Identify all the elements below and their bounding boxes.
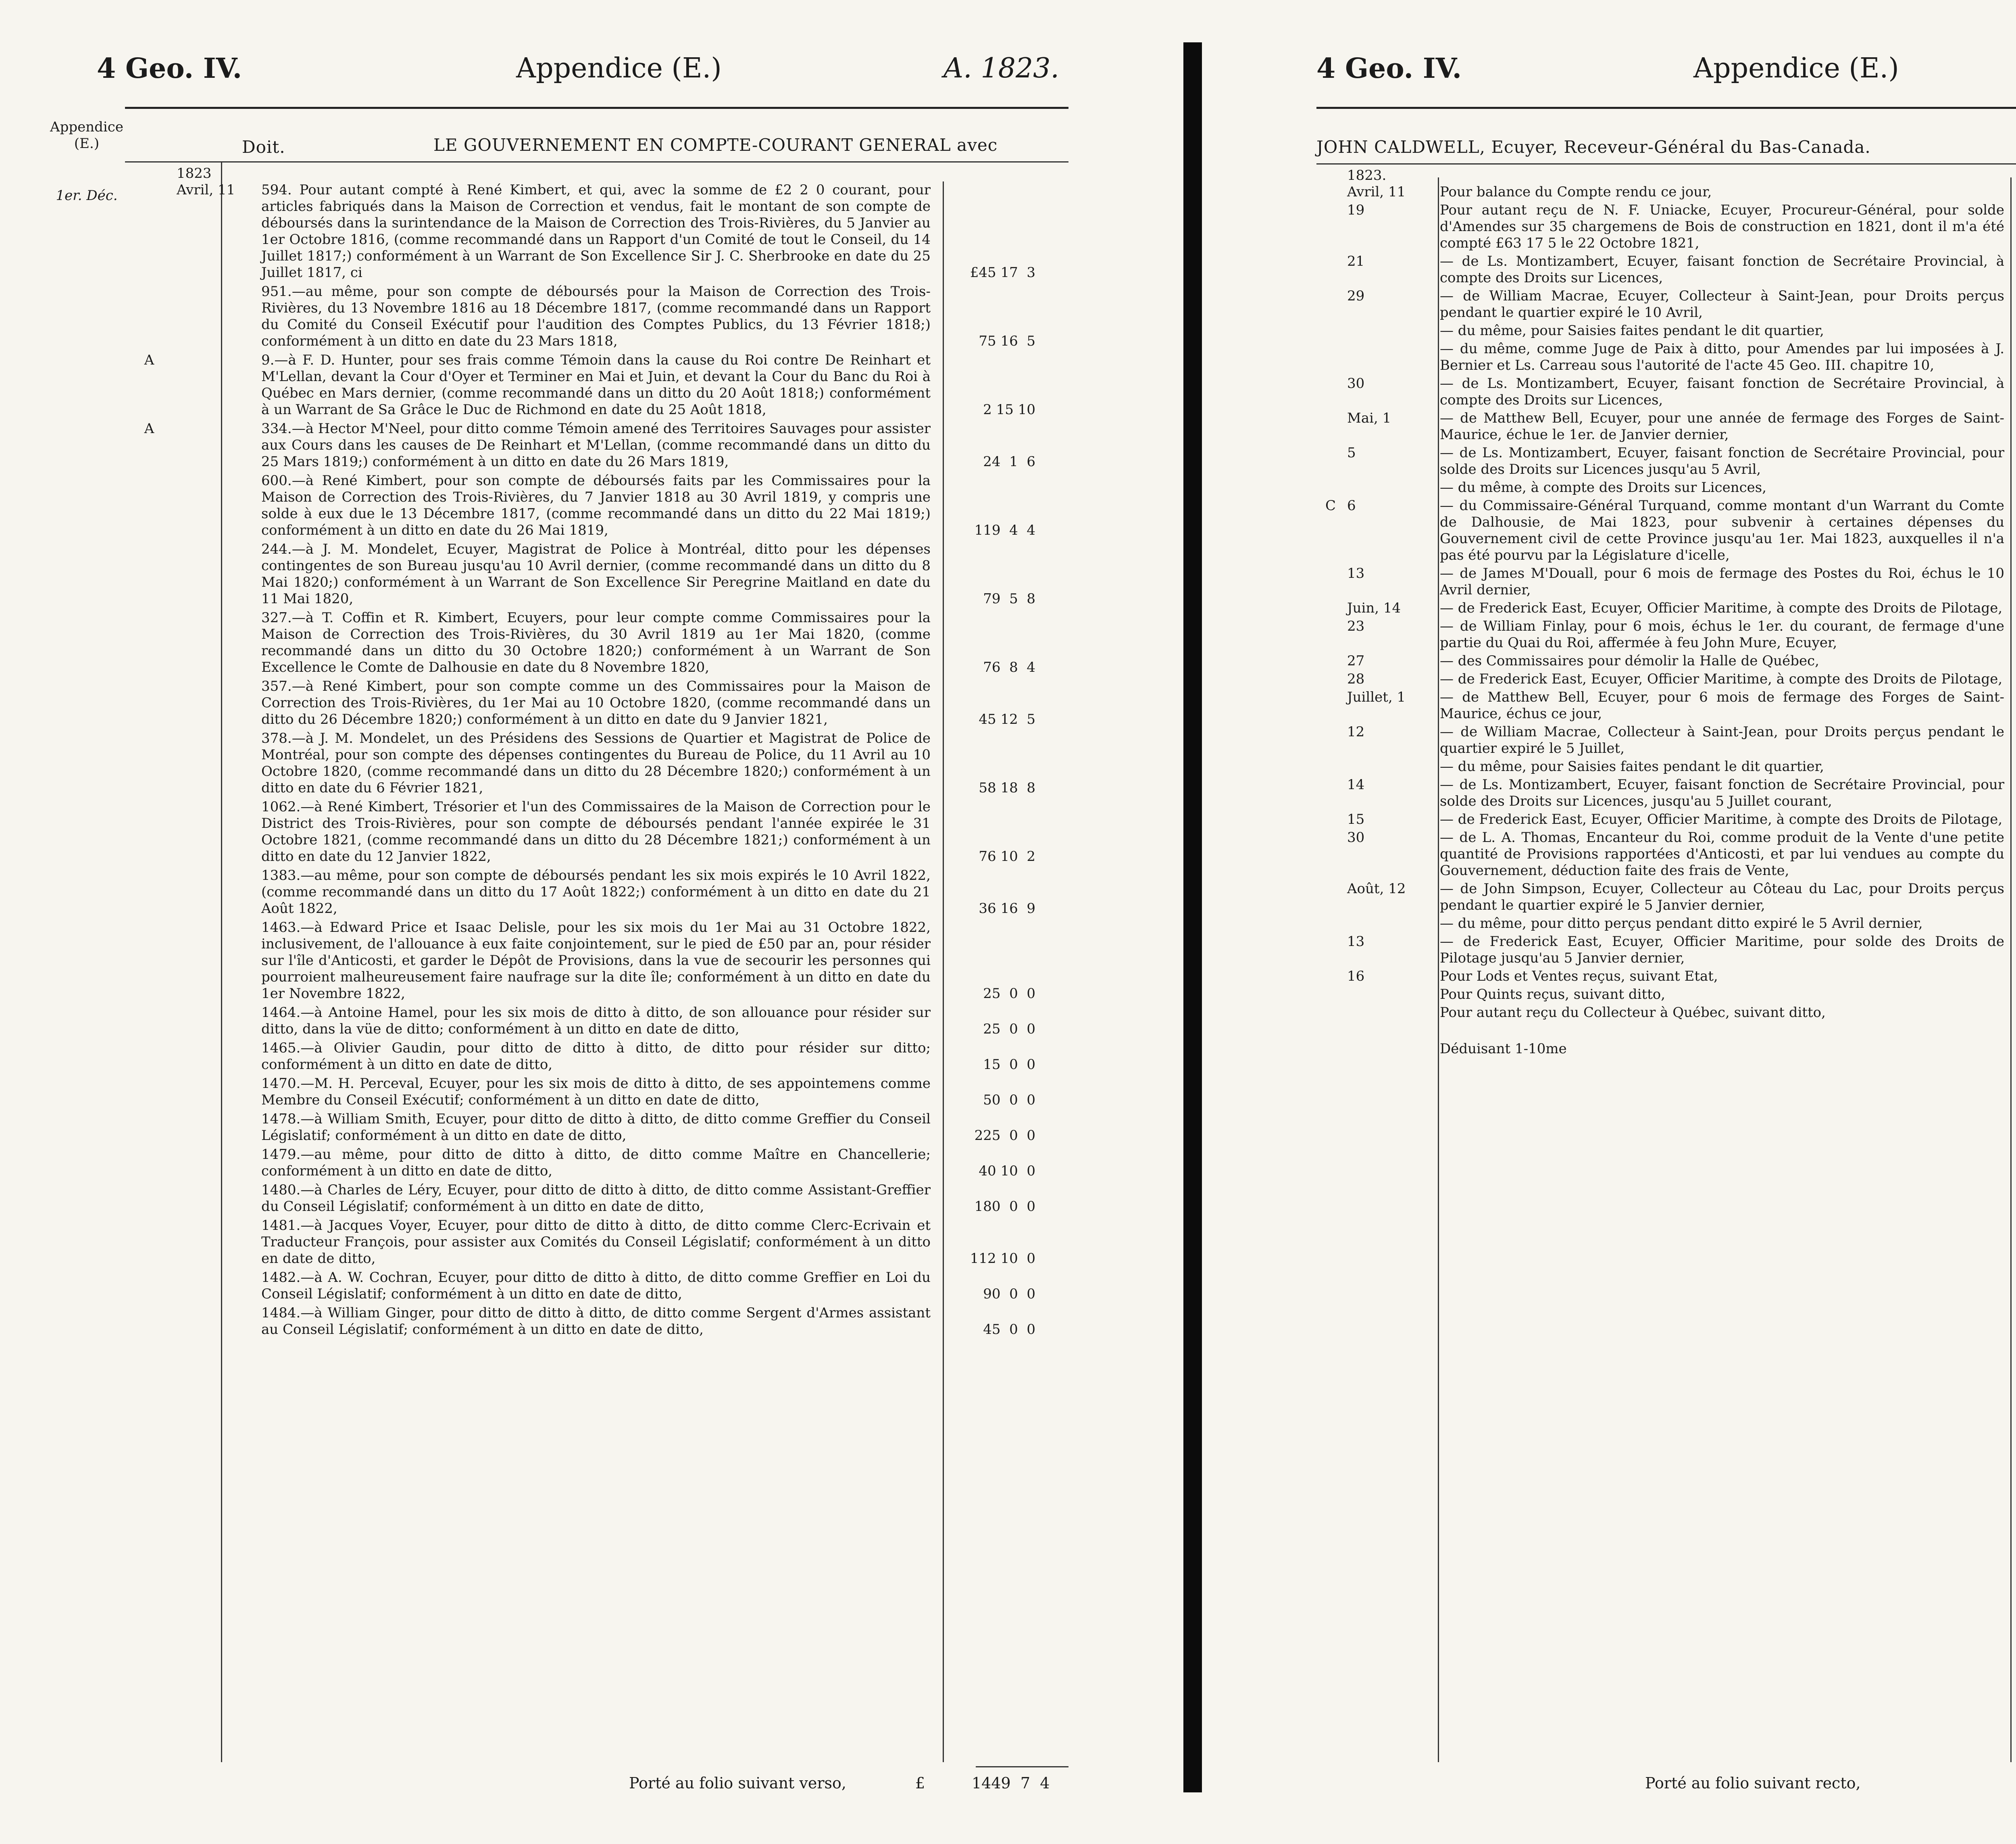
right-entry-text: — de Frederick East, Ecuyer, Officier Maritime, pour solde des Droits de Pilotage jusqu'au 5 Janvier dernier, [1440, 933, 2004, 966]
right-entry-date: 21 [1347, 253, 1365, 269]
right-entry-amount [2012, 1041, 2016, 1057]
right-entry-date: Mai, 1 [1347, 410, 1391, 426]
left-entry-row [125, 421, 1068, 470]
right-entry-date: 30 [1347, 829, 1365, 846]
left-year-row [125, 165, 1068, 182]
left-entry-row [125, 283, 1068, 350]
right-entry-row [1316, 253, 2016, 286]
left-entry-amount: 36 16 9 [979, 900, 1035, 917]
right-year-row [1316, 167, 2016, 184]
left-entry-row [125, 1182, 1068, 1215]
right-entry-row [1316, 671, 2016, 688]
right-entry-date: 5 [1347, 445, 1356, 461]
right-entry-amount [2012, 811, 2016, 828]
right-entry-amount [2012, 547, 2016, 564]
left-entry-amount: 50 0 0 [983, 1092, 1035, 1108]
left-entry-amount: 76 10 2 [979, 848, 1035, 865]
left-entry-text: 1062.—à René Kimbert, Trésorier et l'un des Commissaires de la Maison de Correction pour le District des Trois-Rivières, pour son compte de déboursés pendant l'année expirée le 31 Octobre 1821, (comme recommandé dans un ditto du 28 Décembre 1821;) conformément à un ditto en date du 12 Janvier 1822, [261, 799, 931, 865]
left-header-rule [125, 107, 1068, 109]
right-entry-text: — du même, comme Juge de Paix à ditto, pour Amendes par lui imposées à J. Bernier et Ls. Carreau sous l'autorité de l'acte 45 Geo. III. chapitre 10, [1440, 341, 2004, 373]
right-entry-date: 27 [1347, 653, 1365, 669]
left-entry-row [125, 867, 1068, 917]
left-title-rule [125, 161, 1068, 163]
left-total-rule [976, 1766, 1068, 1767]
left-ledger [125, 165, 1068, 1340]
right-entry-text: — de Frederick East, Ecuyer, Officier Maritime, à compte des Droits de Pilotage, [1440, 671, 2003, 687]
right-entry-row [1316, 600, 2016, 617]
left-margin-label: Appendice (E.) [50, 119, 123, 152]
right-entry-amount [2012, 968, 2016, 985]
right-entry-text: Déduisant 1-10me [1440, 1041, 1567, 1057]
left-entry-amount: 2 15 10 [983, 402, 1035, 418]
left-entry-row [125, 799, 1068, 865]
right-ledger [1316, 167, 2016, 1059]
right-entry-date: 12 [1347, 724, 1365, 740]
right-entry-text: — de Ls. Montizambert, Ecuyer, faisant fonction de Secrétaire Provincial, à compte des Droits sur Licences, [1440, 253, 2004, 286]
right-entry-date: Août, 12 [1347, 881, 1406, 897]
right-entry-row [1316, 1004, 2016, 1021]
left-entry-row [125, 678, 1068, 728]
right-entry-amount [2012, 758, 2016, 775]
left-entry-amount: 25 0 0 [983, 1021, 1035, 1037]
right-entry-amount [2012, 600, 2016, 617]
right-entry-row [1316, 288, 2016, 321]
left-entry-amount: 180 0 0 [974, 1198, 1035, 1215]
right-entry-text: — du Commissaire-Général Turquand, comme montant d'un Warrant du Comte de Dalhousie, de Mai 1823, pour subvenir à certaines dépenses du Gouvernement civil de cette Province jusqu'au 1er. Mai 1823, auxquelles il n'a pas été pourvu par la Législature d'icelle, [1440, 498, 2004, 563]
left-entry-row [125, 730, 1068, 796]
right-entry-amount [2012, 323, 2016, 339]
left-col-doit: Doit. [242, 137, 285, 157]
right-entry-row [1316, 618, 2016, 651]
left-entry-text: 327.—à T. Coffin et R. Kimbert, Ecuyers, pour leur compte comme Commissaires pour la Maison de Correction des Trois-Rivières, du 30 Avril 1819 au 1er Mai 1820, (comme recommandé dans un ditto du 30 Octobre 1820;) conformément à un Warrant de Son Excellence le Comte de Dalhousie en date du 8 Novembre 1820, [261, 610, 931, 675]
left-entry-row [125, 1004, 1068, 1038]
left-footer-currency: £ [915, 1774, 925, 1792]
right-entry-text: — de Matthew Bell, Ecuyer, pour une année de fermage des Forges de Saint-Maurice, échue le 1er. de Janvier dernier, [1440, 410, 2004, 443]
left-entry-amount: 24 1 6 [983, 454, 1035, 470]
right-entry-row [1316, 915, 2016, 932]
right-entry-amount [2012, 950, 2016, 967]
right-entry-amount [2012, 392, 2016, 408]
right-entry-amount [2012, 986, 2016, 1003]
right-entry-row [1316, 445, 2016, 478]
right-entry-date: 23 [1347, 618, 1365, 634]
right-entry-amount [2012, 184, 2016, 200]
left-entry-amount: 90 0 0 [983, 1286, 1035, 1302]
right-entry-amount [2012, 235, 2016, 252]
right-entry-amount [2012, 635, 2016, 651]
right-entry-row [1316, 933, 2016, 967]
right-title-rule [1316, 163, 2016, 165]
right-entry-row [1316, 1041, 2016, 1057]
left-header-title: Appendice (E.) [516, 52, 722, 84]
right-page [1214, 0, 2016, 1844]
right-entry-amount [2012, 427, 2016, 443]
left-entry-row [125, 1146, 1068, 1179]
left-entry-text: 1478.—à William Smith, Ecuyer, pour ditto de ditto à ditto, de ditto comme Greffier du Conseil Législatif; conformément à un ditto en date de ditto, [261, 1111, 931, 1144]
right-entry-list [1316, 184, 2016, 1057]
left-entry-text: 378.—à J. M. Mondelet, un des Présidens des Sessions de Quartier et Magistrat de Police de Montréal, pour son compte des dépenses contingentes du Bureau de Police, du 11 Avril au 10 Octobre 1820, (comme recommandé dans un ditto du 28 Décembre 1820;) conformément à un ditto en date du 6 Février 1821, [261, 730, 931, 796]
right-entry-text: — du même, pour Saisies faites pendant le dit quartier, [1440, 758, 1824, 775]
right-entry-mark: C [1325, 498, 1336, 514]
right-year: 1823. [1347, 167, 1387, 183]
right-entry-text: — de Frederick East, Ecuyer, Officier Maritime, à compte des Droits de Pilotage, [1440, 600, 2003, 616]
left-entry-row [125, 1111, 1068, 1144]
right-entry-text: — de James M'Douall, pour 6 mois de fermage des Postes du Roi, échus le 10 Avril dernier, [1440, 565, 2004, 598]
left-entry-row [125, 352, 1068, 418]
right-entry-text: Pour autant reçu de N. F. Uniacke, Ecuyer, Procureur-Général, pour solde d'Amendes sur 35 chargemens de Bois de construction en 1821, dont il m'a été compté £63 17 5 le 22 Octobre 1821, [1440, 202, 2004, 251]
left-entry-text: 1465.—à Olivier Gaudin, pour ditto de ditto à ditto, de ditto pour résider sur ditto; conformément à un ditto en date de ditto, [261, 1040, 931, 1073]
right-entry-date: 15 [1347, 811, 1365, 827]
right-entry-amount [2012, 653, 2016, 669]
right-entry-text: — de Ls. Montizambert, Ecuyer, faisant fonction de Secrétaire Provincial, pour solde des Droits sur Licences jusqu'au 5 Avril, [1440, 445, 2004, 477]
right-entry-text: Pour autant reçu du Collecteur à Québec, suivant ditto, [1440, 1004, 1826, 1021]
right-entry-amount [2012, 897, 2016, 914]
right-entry-text: Pour Quints reçus, suivant ditto, [1440, 986, 1666, 1002]
left-entry-amount: £45 17 3 [970, 265, 1035, 281]
left-entry-amount: 15 0 0 [983, 1056, 1035, 1073]
right-entry-amount [2012, 740, 2016, 757]
left-entry-text: 1463.—à Edward Price et Isaac Delisle, pour les six mois du 1er Mai au 31 Octobre 1822, inclusivement, de l'allouance à eux faite conjointement, sur le pied de £50 par an, pour résider sur l'île d'Anticosti, et garder le Dépôt de Provisions, dans la vue de secourir les personnes qui pourroient malheureusement faire naufrage sur la dite île; conformément à un ditto en date du 1er Novembre 1822, [261, 919, 931, 1002]
right-entry-amount [2012, 793, 2016, 810]
left-entry-row [125, 541, 1068, 607]
right-entry-text: — de Ls. Montizambert, Ecuyer, faisant fonction de Secrétaire Provincial, pour solde des Droits sur Licences, jusqu'au 5 Juillet courant, [1440, 777, 2004, 809]
left-entry-amount: 75 16 5 [979, 333, 1035, 349]
left-entry-text: 1479.—au même, pour ditto de ditto à ditto, de ditto comme Maître en Chancellerie; conformément à un ditto en date de ditto, [261, 1146, 931, 1179]
right-header-title: Appendice (E.) [1693, 52, 1899, 84]
right-entry-date: 14 [1347, 777, 1365, 793]
left-entry-text: 334.—à Hector M'Neel, pour ditto comme Témoin amené des Territoires Sauvages pour assister aux Cours dans les causes de De Reinhart et M'Lellan, (comme recommandé dans un ditto du 25 Mars 1819;) conformément à un ditto en date du 26 Mars 1819, [261, 421, 931, 470]
left-header-year: A. 1823. [943, 52, 1060, 84]
right-entry-text: — de John Simpson, Ecuyer, Collecteur au Côteau du Lac, pour Droits perçus pendant le quartier expiré le 5 Janvier dernier, [1440, 881, 2004, 913]
left-entry-list [125, 182, 1068, 1338]
right-entry-date: 29 [1347, 288, 1365, 304]
right-entry-row [1316, 341, 2016, 374]
left-entry-amount: 112 10 0 [970, 1250, 1035, 1267]
left-entry-amount: 58 18 8 [979, 780, 1035, 796]
right-entry-amount [2012, 915, 2016, 932]
right-entry-row [1316, 202, 2016, 252]
left-title: LE GOUVERNEMENT EN COMPTE-COURANT GENERAL avec [433, 135, 998, 155]
left-margin-date: 1er. Déc. [56, 188, 118, 204]
right-entry-row [1316, 968, 2016, 985]
right-entry-row [1316, 323, 2016, 339]
left-footer-total: 1449 7 4 [972, 1774, 1050, 1792]
right-entry-row [1316, 375, 2016, 408]
right-entry-amount [2012, 863, 2016, 879]
right-entry-date: 6 [1347, 498, 1356, 514]
right-entry-text: — de Frederick East, Ecuyer, Officier Maritime, à compte des Droits de Pilotage, [1440, 811, 2003, 827]
right-entry-amount [2012, 671, 2016, 688]
right-entry-row [1316, 479, 2016, 496]
right-entry-text: — de Ls. Montizambert, Ecuyer, faisant fonction de Secrétaire Provincial, à compte des Droits sur Licences, [1440, 375, 2004, 408]
right-entry-row [1316, 565, 2016, 598]
right-entry-date: 13 [1347, 933, 1365, 950]
left-entry-text: 600.—à René Kimbert, pour son compte de déboursés faits par les Commissaires pour la Maison de Correction des Trois-Rivières, du 7 Janvier 1818 au 30 Avril 1819, y compris une solde à eux due le 13 Décembre 1817, (comme recommandé dans un ditto du 22 Mai 1819;) conformément à un ditto en date du 26 Mai 1819, [261, 473, 931, 538]
right-entry-date: 28 [1347, 671, 1365, 687]
left-entry-mark: A [144, 352, 154, 368]
left-entry-amount: 79 5 8 [983, 591, 1035, 607]
left-entry-amount: 225 0 0 [974, 1127, 1035, 1144]
right-entry-row [1316, 724, 2016, 757]
left-entry-text: 1383.—au même, pour son compte de déboursés pendant les six mois expirés le 10 Avril 1822, (comme recommandé dans un ditto du 17 Août 1822;) conformément à un ditto en date du 21 Août 1822, [261, 867, 931, 917]
left-entry-text: 1484.—à William Ginger, pour ditto de ditto à ditto, de ditto comme Sergent d'Armes assistant au Conseil Législatif; conformément à un ditto en date de ditto, [261, 1305, 931, 1338]
right-entry-row [1316, 881, 2016, 914]
right-entry-amount [2012, 479, 2016, 496]
left-year: 1823 [177, 165, 212, 181]
right-entry-row [1316, 689, 2016, 722]
right-entry-text: — du même, pour Saisies faites pendant le dit quartier, [1440, 323, 1824, 339]
left-entry-text: 1470.—M. H. Perceval, Ecuyer, pour les six mois de ditto à ditto, de ses appointemens comme Membre du Conseil Exécutif; conformément à un ditto en date de ditto, [261, 1075, 931, 1108]
left-entry-text: 357.—à René Kimbert, pour son compte comme un des Commissaires pour la Maison de Correction des Trois-Rivières, du 1er Mai au 10 Octobre 1820, (comme recommandé dans un ditto du 26 Décembre 1820;) conformément à un ditto en date du 9 Janvier 1821, [261, 678, 931, 727]
right-entry-row [1316, 498, 2016, 564]
right-header-geo: 4 Geo. IV. [1316, 52, 1462, 85]
right-entry-row [1316, 410, 2016, 443]
left-entry-mark: A [144, 421, 154, 437]
right-entry-row [1316, 811, 2016, 828]
right-entry-text: Pour Lods et Ventes reçus, suivant Etat, [1440, 968, 1718, 984]
left-entry-text: 244.—à J. M. Mondelet, Ecuyer, Magistrat de Police à Montréal, ditto pour les dépenses contingentes de son Bureau jusqu'au 10 Avril dernier, (comme recommandé dans un ditto du 8 Mai 1820;) conformément à un Warrant de Son Excellence Sir Peregrine Maitland en date du 11 Mai 1820, [261, 541, 931, 607]
right-entry-date: Juillet, 1 [1347, 689, 1406, 705]
right-entry-date: 30 [1347, 375, 1365, 392]
left-entry-date: Avril, 11 [177, 182, 235, 198]
left-entry-text: 951.—au même, pour son compte de déboursés pour la Maison de Correction des Trois-Rivières, du 13 Novembre 1816 au 18 Décembre 1817, (comme recommandé dans un Rapport du Comité du Conseil Exécutif pour l'audition des Comptes Publics, du 13 Février 1818;) conformément à un ditto en date du 23 Mars 1818, [261, 283, 931, 349]
right-entry-row [1316, 777, 2016, 810]
right-entry-row [1316, 184, 2016, 200]
right-entry-text: — de William Macrae, Collecteur à Saint-Jean, pour Droits perçus pendant le quartier expiré le 5 Juillet, [1440, 724, 2004, 756]
right-entry-amount [2012, 304, 2016, 321]
left-entry-amount: 25 0 0 [983, 986, 1035, 1002]
right-entry-date: 16 [1347, 968, 1365, 984]
right-entry-amount [2012, 461, 2016, 478]
left-entry-row [125, 610, 1068, 676]
right-footer-label: Porté au folio suivant recto, [1645, 1774, 1861, 1792]
right-entry-date: 13 [1347, 565, 1365, 581]
left-entry-text: 1480.—à Charles de Léry, Ecuyer, pour ditto de ditto à ditto, de ditto comme Assistant-Greffier du Conseil Législatif; conformément à un ditto en date de ditto, [261, 1182, 931, 1215]
left-entry-amount: 119 4 4 [974, 522, 1035, 538]
right-entry-amount [2012, 1023, 2016, 1039]
right-entry-text: — du même, à compte des Droits sur Licences, [1440, 479, 1767, 496]
left-entry-text: 1464.—à Antoine Hamel, pour les six mois de ditto à ditto, de son allouance pour résider sur ditto, dans la vüe de ditto; conformément à un ditto en date de ditto, [261, 1004, 931, 1037]
right-entry-amount [2012, 582, 2016, 598]
right-entry-row [1316, 986, 2016, 1003]
left-entry-amount: 45 12 5 [979, 711, 1035, 727]
right-entry-date: Juin, 14 [1347, 600, 1401, 616]
left-entry-amount: 45 0 0 [983, 1321, 1035, 1338]
right-entry-text: — de Matthew Bell, Ecuyer, pour 6 mois de fermage des Forges de Saint-Maurice, échus ce jour, [1440, 689, 2004, 722]
left-entry-row [125, 473, 1068, 539]
left-entry-text: 1482.—à A. W. Cochran, Ecuyer, pour ditto de ditto à ditto, de ditto comme Greffier en Loi du Conseil Législatif; conformément à un ditto en date de ditto, [261, 1269, 931, 1302]
right-entry-date: Avril, 11 [1347, 184, 1406, 200]
right-entry-text: — de L. A. Thomas, Encanteur du Roi, comme produit de la Vente d'une petite quantité de Provisions rapportées d'Anticosti, et par lui vendues au compte du Gouvernement, déduction faite des frais de Vente, [1440, 829, 2004, 879]
left-entry-row [125, 919, 1068, 1002]
right-entry-text: — de William Finlay, pour 6 mois, échus le 1er. du courant, de fermage d'une partie du Quai du Roi, affermée à feu John Mure, Ecuyer, [1440, 618, 2004, 651]
right-entry-amount [2012, 706, 2016, 722]
right-entry-text: — des Commissaires pour démolir la Halle de Québec, [1440, 653, 1819, 669]
left-entry-row [125, 1217, 1068, 1267]
left-entry-row [125, 1075, 1068, 1108]
right-entry-row [1316, 653, 2016, 669]
left-header-geo: 4 Geo. IV. [97, 52, 242, 85]
right-entry-text: Pour balance du Compte rendu ce jour, [1440, 184, 1712, 200]
book-gutter [1183, 42, 1202, 1792]
left-entry-row [125, 1040, 1068, 1073]
right-entry-amount [2012, 270, 2016, 286]
right-title: JOHN CALDWELL, Ecuyer, Receveur-Général du Bas-Canada. [1316, 137, 1871, 157]
left-entry-row [125, 1305, 1068, 1338]
right-entry-text: — de William Macrae, Ecuyer, Collecteur à Saint-Jean, pour Droits perçus pendant le quartier expiré le 10 Avril, [1440, 288, 2004, 321]
right-entry-amount [2012, 1004, 2016, 1021]
left-entry-text: 9.—à F. D. Hunter, pour ses frais comme Témoin dans la cause du Roi contre De Reinhart et M'Lellan, devant la Cour d'Oyer et Terminer en Mai et Juin, et devant la Cour du Banc du Roi à Québec en Mars dernier, (comme recommandé dans un ditto du 20 Août 1818;) conformément à un Warrant de Sa Grâce le Duc de Richmond en date du 25 Août 1818, [261, 352, 931, 418]
left-entry-text: 1481.—à Jacques Voyer, Ecuyer, pour ditto de ditto à ditto, de ditto comme Clerc-Ecrivain et Traducteur François, pour assister aux Comités du Conseil Législatif; conformément à un ditto en date de ditto, [261, 1217, 931, 1267]
right-header-rule [1316, 107, 2016, 109]
right-entry-row [1316, 758, 2016, 775]
left-footer-label: Porté au folio suivant verso, [629, 1774, 846, 1792]
left-entry-text: 594. Pour autant compté à René Kimbert, et qui, avec la somme de £2 2 0 courant, pour articles fabriqués dans la Maison de Correction et vendus, fait le montant de son compte de déboursés dans la surintendance de la Maison de Correction des Trois-Rivières, du 5 Janvier au 1er Octobre 1816, (comme recommandé dans un Rapport d'un Comité de tout le Conseil, du 14 Juillet 1817;) conformément à un Warrant de Son Excellence Sir J. C. Sherbrooke en date du 25 Juillet 1817, ci [261, 182, 931, 281]
left-entry-row [125, 182, 1068, 281]
right-entry-row [1316, 829, 2016, 879]
right-entry-date: 19 [1347, 202, 1365, 218]
left-entry-amount: 76 8 4 [983, 659, 1035, 675]
right-entry-amount [2012, 357, 2016, 374]
right-entry-text: — du même, pour ditto perçus pendant ditto expiré le 5 Avril dernier, [1440, 915, 1923, 931]
left-entry-amount: 40 10 0 [979, 1163, 1035, 1179]
right-entry-row [1316, 1023, 2016, 1039]
left-entry-row [125, 1269, 1068, 1302]
